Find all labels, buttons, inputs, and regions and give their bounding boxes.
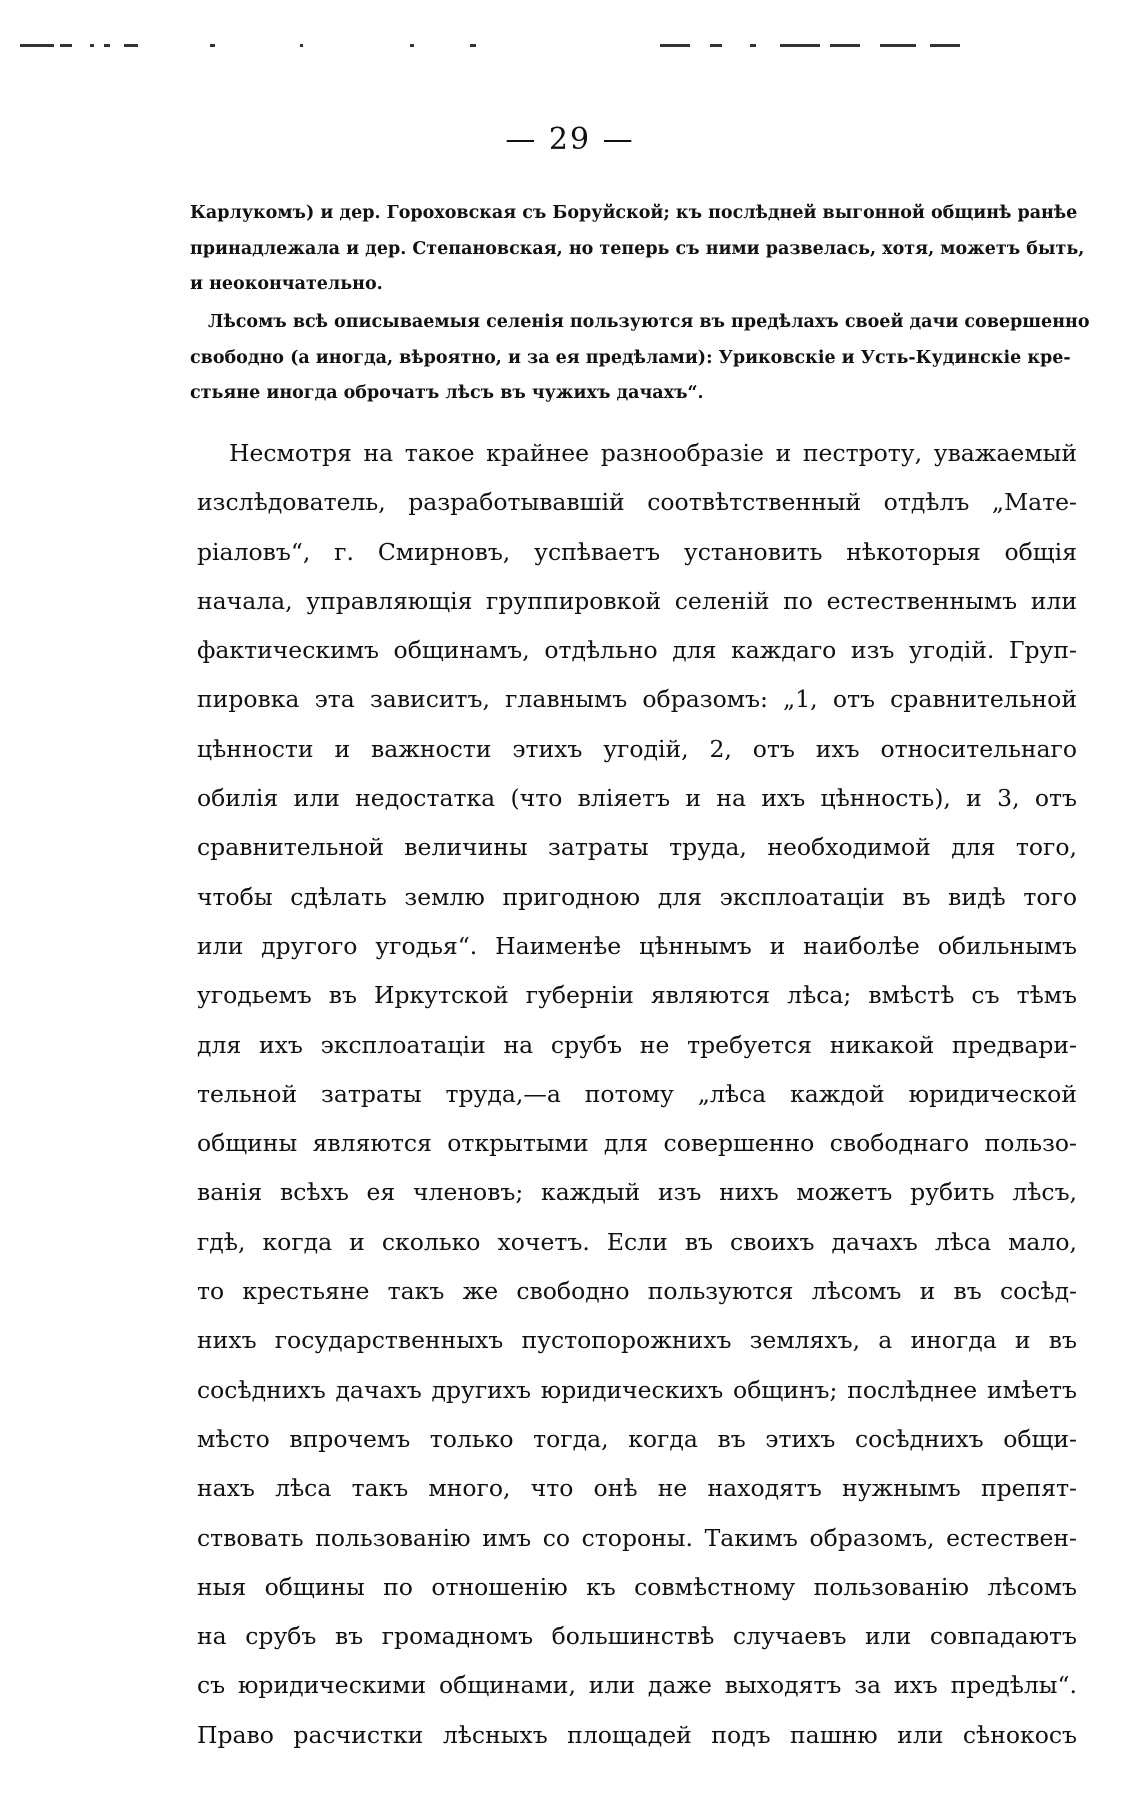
text-line: ріаловъ“, г. Смирновъ, успѣваетъ установить нѣкоторыя общія <box>197 537 1077 566</box>
text-line: мѣсто впрочемъ только тогда, когда въ этихъ сосѣднихъ общи- <box>197 1424 1077 1453</box>
text-line: сравнительной величины затраты труда, необходимой для того, <box>197 833 1077 862</box>
text-line: ствовать пользованію имъ со стороны. Такимъ образомъ, естествен- <box>197 1523 1077 1552</box>
text-line: свободно (а иногда, вѣроятно, и за ея предѣлами): Уриковскіе и Усть-Кудинскіе кре- <box>190 347 1071 368</box>
text-line: то крестьяне такъ же свободно пользуются лѣсомъ и въ сосѣд- <box>197 1277 1077 1306</box>
text-line: угодьемъ въ Иркутской губерніи являются лѣса; вмѣстѣ съ тѣмъ <box>197 981 1077 1010</box>
text-line: или другого угодья“. Наименѣе цѣннымъ и наиболѣе обильнымъ <box>197 931 1077 960</box>
text-line: на срубъ въ громадномъ большинствѣ случаевъ или совпадаютъ <box>197 1622 1077 1651</box>
text-line: изслѣдователь, разработывавшій соотвѣтственный отдѣлъ „Мате- <box>197 488 1077 517</box>
text-line: принадлежала и дер. Степановская, но теперь съ ними развелась, хотя, можетъ быть, <box>190 238 1085 259</box>
text-line: фактическимъ общинамъ, отдѣльно для каждаго изъ угодій. Груп- <box>197 636 1077 665</box>
page-number: — 29 — <box>505 122 635 157</box>
text-line: ванія всѣхъ ея членовъ; каждый изъ нихъ можетъ рубить лѣсъ, <box>197 1178 1077 1207</box>
text-line: Лѣсомъ всѣ описываемыя селенія пользуются въ предѣлахъ своей дачи совершенно <box>208 312 1090 332</box>
main-paragraph <box>197 429 1077 1760</box>
scan-edge-marks <box>20 44 960 52</box>
text-line: Карлукомъ) и дер. Гороховская съ Боруйской; къ послѣдней выгонной общинѣ ранѣе <box>190 203 1078 223</box>
text-line: тельной затраты труда,—а потому „лѣса каждой юридической <box>197 1079 1077 1108</box>
quoted-paragraph-1 <box>190 196 1085 303</box>
text-line: сосѣднихъ дачахъ другихъ юридическихъ общинъ; послѣднее имѣетъ <box>197 1375 1077 1404</box>
text-line: нахъ лѣса такъ много, что онѣ не находятъ нужнымъ препят- <box>197 1474 1077 1503</box>
text-line: начала, управляющія группировкой селеній по естественнымъ или <box>197 586 1077 615</box>
text-line: пировка эта зависитъ, главнымъ образомъ: „1, отъ сравнительной <box>197 685 1077 714</box>
text-line: общины являются открытыми для совершенно свободнаго пользо- <box>197 1129 1077 1158</box>
quoted-paragraph-2 <box>190 305 1090 412</box>
text-line: обилія или недостатка (что вліяетъ и на ихъ цѣнность), и 3, отъ <box>197 784 1077 813</box>
text-line: чтобы сдѣлать землю пригодною для эксплоатаціи въ видѣ того <box>197 882 1077 911</box>
text-line: Несмотря на такое крайнее разнообразіе и пестроту, уважаемый <box>229 439 1077 467</box>
text-line: Право расчистки лѣсныхъ площадей подъ пашню или сѣнокосъ <box>197 1720 1077 1749</box>
text-line: для ихъ эксплоатаціи на срубъ не требуется никакой предвари- <box>197 1030 1077 1059</box>
text-line: и неокончательно. <box>190 274 383 294</box>
text-line: цѣнности и важности этихъ угодій, 2, отъ ихъ относительнаго <box>197 734 1077 763</box>
text-line: съ юридическими общинами, или даже выходятъ за ихъ предѣлы“. <box>197 1671 1077 1700</box>
text-line: гдѣ, когда и сколько хочетъ. Если въ своихъ дачахъ лѣса мало, <box>197 1227 1077 1256</box>
text-line: стьяне иногда оброчатъ лѣсъ въ чужихъ дачахъ“. <box>190 383 704 403</box>
text-line: ныя общины по отношенію къ совмѣстному пользованію лѣсомъ <box>197 1572 1077 1601</box>
text-line: нихъ государственныхъ пустопорожнихъ земляхъ, а иногда и въ <box>197 1326 1077 1355</box>
